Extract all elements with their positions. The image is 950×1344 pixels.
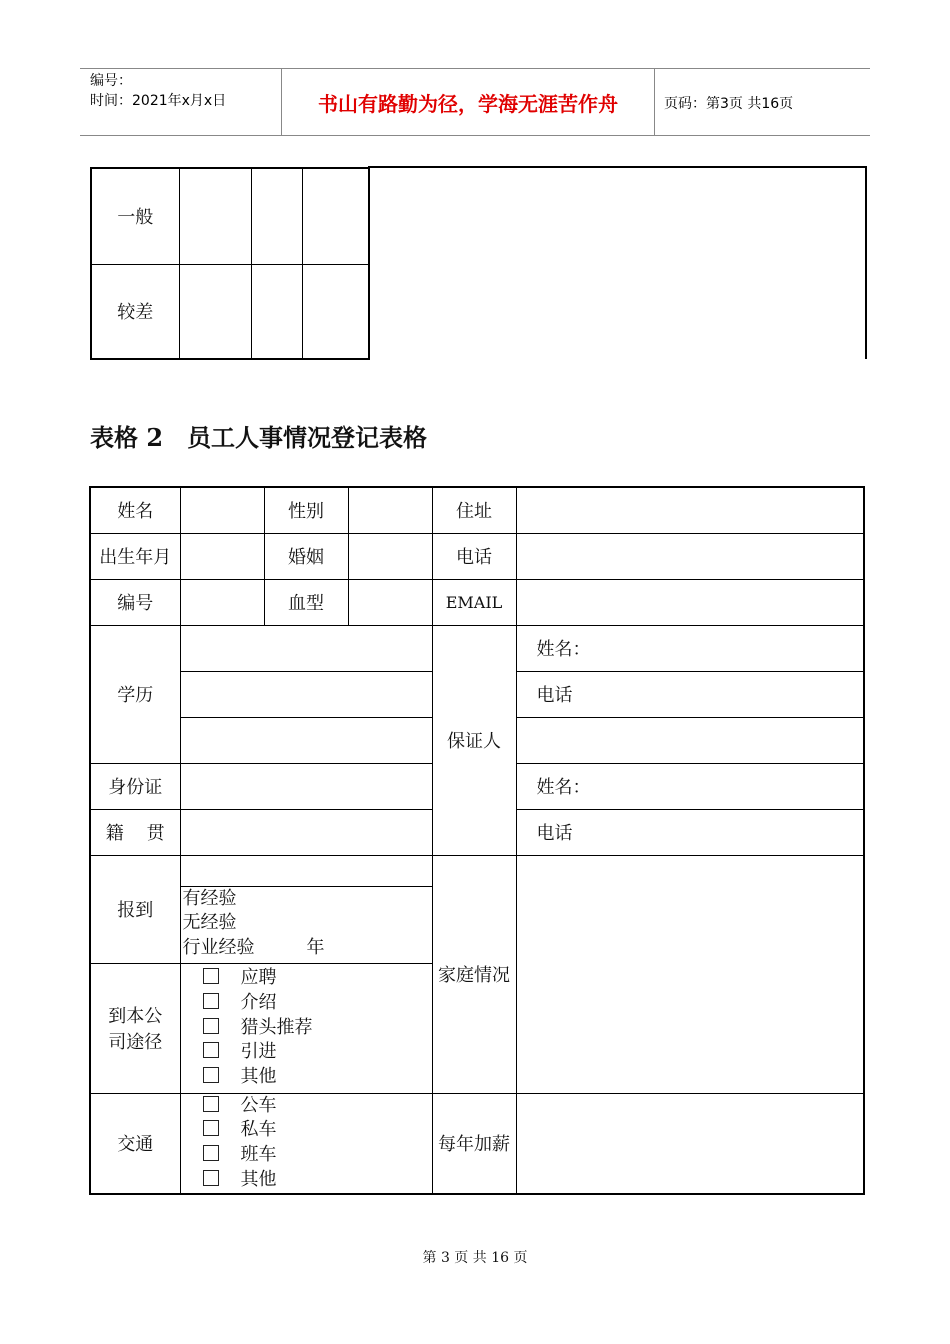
option-label: 引进: [240, 1041, 277, 1063]
education-field[interactable]: [180, 625, 432, 671]
label-name: 姓名: [90, 487, 180, 533]
guarantor-extra-field[interactable]: [516, 717, 864, 763]
checkbox-icon[interactable]: [203, 1096, 219, 1112]
education-field[interactable]: [180, 717, 432, 763]
table-cell[interactable]: [251, 168, 302, 264]
table-cell[interactable]: [251, 264, 302, 359]
guarantor-phone-field[interactable]: 电话: [516, 671, 864, 717]
table-row: [91, 168, 369, 264]
table-row: [90, 625, 864, 671]
rating-table: [90, 167, 370, 360]
table2-title: [90, 418, 427, 453]
id-card-field[interactable]: [180, 763, 432, 809]
annual-raise-field[interactable]: [516, 1093, 864, 1194]
label-phone: 电话: [432, 533, 516, 579]
checkbox-icon[interactable]: [203, 1120, 219, 1136]
option-label: 应聘: [240, 967, 277, 988]
table-row: [90, 533, 864, 579]
option-label: 公车: [240, 1094, 277, 1116]
label-annual-raise: 每年加薪: [432, 1093, 516, 1194]
header-top-rule: [80, 68, 870, 69]
channel-option[interactable]: [203, 1016, 432, 1041]
checkbox-icon[interactable]: [203, 993, 219, 1009]
option-label: 私车: [240, 1119, 277, 1141]
transport-option[interactable]: [203, 1168, 432, 1193]
option-label: 介绍: [240, 991, 277, 1013]
industry-label: 行业经验: [182, 936, 255, 958]
address-field[interactable]: [516, 487, 864, 533]
transport-option[interactable]: [203, 1143, 432, 1168]
header-bottom-rule: [80, 135, 870, 136]
header-divider: [654, 68, 655, 136]
label-number: 编号: [90, 579, 180, 625]
header-time-label: 时间：2021年x月x日: [90, 93, 227, 109]
transport-option[interactable]: [203, 1094, 432, 1119]
header-motto: 书山有路勤为径，学海无涯苦作舟: [318, 92, 618, 116]
experience-block: [181, 887, 432, 963]
gender-field[interactable]: [348, 487, 432, 533]
table2-title-number: 表格 2: [90, 423, 164, 452]
table2-title-text: 员工人事情况登记表格: [187, 423, 428, 452]
table-row: [90, 487, 864, 533]
label-marriage: 婚姻: [264, 533, 348, 579]
guarantor-phone-field[interactable]: 电话: [516, 809, 864, 855]
number-field[interactable]: [180, 579, 264, 625]
label-blood: 血型: [264, 579, 348, 625]
table-row: [90, 855, 864, 963]
report-cell: [180, 855, 432, 963]
label-channel: 到本公司途径: [90, 963, 180, 1093]
checkbox-icon[interactable]: [203, 1170, 219, 1186]
transport-options: [180, 1093, 432, 1194]
channel-option[interactable]: [203, 966, 432, 991]
marriage-field[interactable]: [348, 533, 432, 579]
channel-option[interactable]: [203, 1065, 432, 1090]
option-label: 班车: [240, 1144, 277, 1166]
table-row: [90, 579, 864, 625]
label-email: EMAIL: [432, 579, 516, 625]
table-row: [90, 1093, 864, 1194]
option-label: 其他: [240, 1168, 277, 1190]
label-native-place: 籍 贯: [90, 809, 180, 855]
label-birth: 出生年月: [90, 533, 180, 579]
name-field[interactable]: [180, 487, 264, 533]
channel-options: [180, 963, 432, 1093]
checkbox-icon[interactable]: [203, 1145, 219, 1161]
label-education: 学历: [90, 625, 180, 763]
table-cell[interactable]: [302, 264, 369, 359]
employee-registration-table: [89, 486, 865, 1195]
experience-industry: [183, 936, 432, 961]
industry-year-label: 年: [306, 936, 325, 958]
label-guarantor: 保证人: [432, 625, 516, 855]
label-gender: 性别: [264, 487, 348, 533]
checkbox-icon[interactable]: [203, 1067, 219, 1083]
label-transport: 交通: [90, 1093, 180, 1194]
label-report: 报到: [90, 855, 180, 963]
header-page-info: 页码：第3页 共16页: [664, 96, 794, 112]
option-label: 其他: [240, 1066, 277, 1088]
rating-label: 较差: [91, 264, 179, 359]
transport-option[interactable]: [203, 1118, 432, 1143]
label-family: 家庭情况: [432, 855, 516, 1093]
header-code-label: 编号：: [90, 73, 132, 89]
rating-label: 一般: [91, 168, 179, 264]
option-label: 猎头推荐: [240, 1016, 313, 1038]
experience-no[interactable]: 无经验: [182, 912, 237, 933]
table-cell[interactable]: [302, 168, 369, 264]
table1-right-frame: [368, 166, 867, 359]
channel-option[interactable]: [203, 1040, 432, 1065]
label-address: 住址: [432, 487, 516, 533]
report-date-field[interactable]: [181, 856, 432, 887]
channel-option[interactable]: [203, 991, 432, 1016]
table-row: [91, 264, 369, 359]
table-cell[interactable]: [179, 168, 251, 264]
native-place-field[interactable]: [180, 809, 432, 855]
checkbox-icon[interactable]: [203, 968, 219, 984]
family-field[interactable]: [516, 855, 864, 1093]
email-field[interactable]: [516, 579, 864, 625]
guarantor-name-field[interactable]: 姓名：: [516, 763, 864, 809]
experience-yes[interactable]: 有经验: [182, 887, 237, 909]
blood-field[interactable]: [348, 579, 432, 625]
birth-field[interactable]: [180, 533, 264, 579]
label-id-card: 身份证: [90, 763, 180, 809]
checkbox-icon[interactable]: [203, 1018, 219, 1034]
table-cell[interactable]: [179, 264, 251, 359]
page-footer: 第 3 页 共 16 页: [422, 1250, 528, 1266]
guarantor-name-field[interactable]: 姓名：: [516, 625, 864, 671]
education-field[interactable]: [180, 671, 432, 717]
phone-field[interactable]: [516, 533, 864, 579]
checkbox-icon[interactable]: [203, 1042, 219, 1058]
